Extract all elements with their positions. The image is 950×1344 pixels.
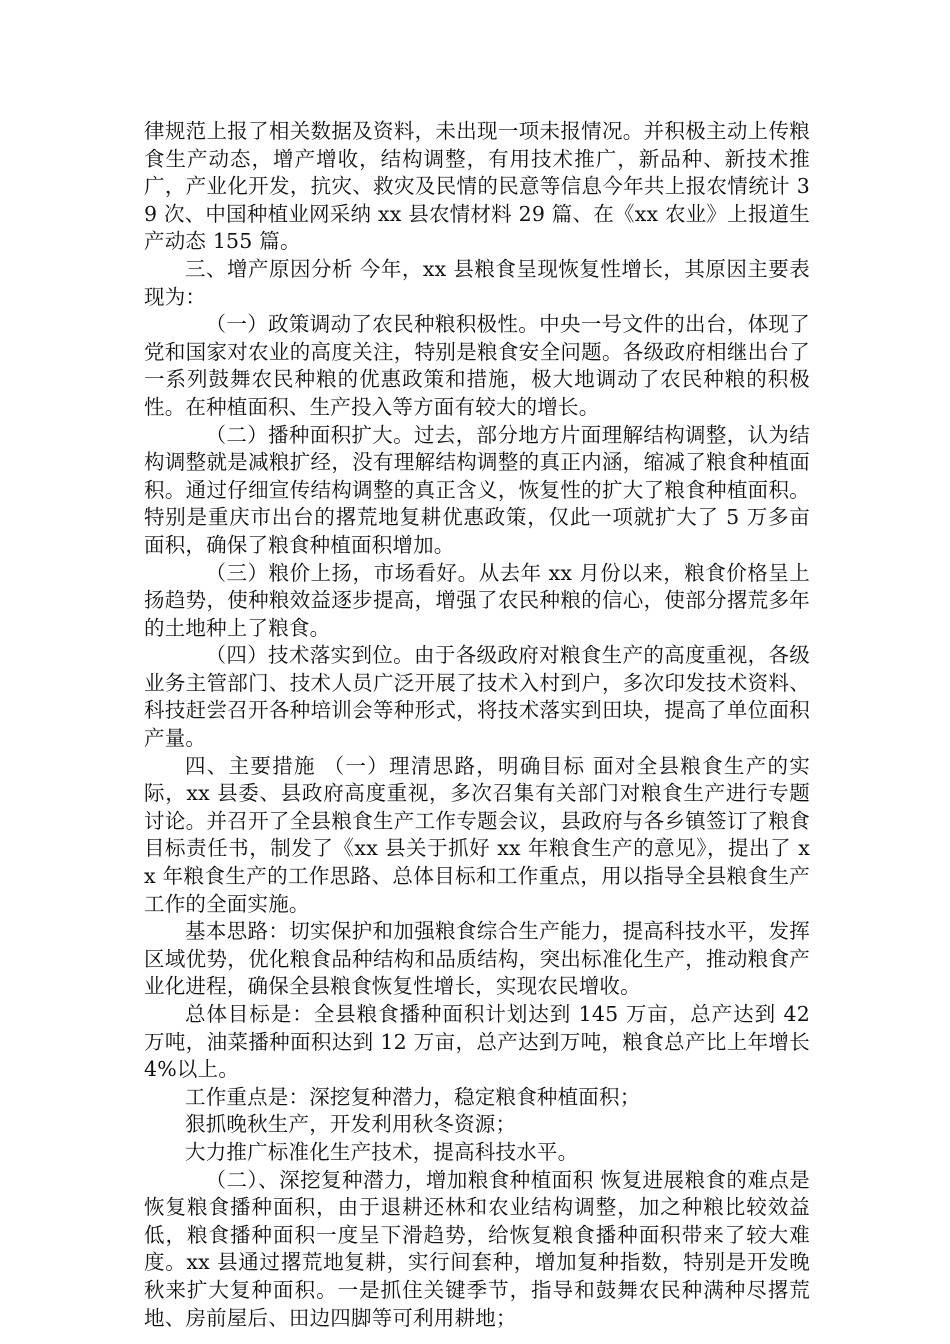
paragraph-grain-price: （三）粮价上扬，市场看好。从去年 xx 月份以来，粮食价格呈上扬趋势，使种粮效益逐步提高，增强了农民种粮的信心，使部分撂荒多年的土地种上了粮食。 [144,560,810,640]
paragraph-report-continuation: 律规范上报了相关数据及资料，未出现一项未报情况。并积极主动上传粮食生产动态，增产增收，结构调整，有用技术推广，新品种、新技术推广，产业化开发，抗灾、救灾及民情的民意等信息今年共上报农情统计 39 次、中国种植业网采纳 xx 县农情材料 29 篇、在《xx 农业》上报道生产动态 155 篇。 [144,119,810,254]
paragraph-section-four-heading: 四、主要措施 （一）理清思路，明确目标 面对全县粮食生产的实际，xx 县委、县政府高度重视，多次召集有关部门对粮食生产进行专题讨论。并召开了全县粮食生产工作专题会议，县政府与各乡镇签订了粮食目标责任书，制发了《xx 县关于抓好 xx 年粮食生产的意见》，提出了 xx 年粮食生产的工作思路、总体目标和工作重点，用以指导全县粮食生产工作的全面实施。 [144,753,810,916]
paragraph-section-three-heading: 三、增产原因分析 今年，xx 县粮食呈现恢复性增长，其原因主要表现为： [144,256,810,309]
paragraph-overall-goal: 总体目标是：全县粮食播种面积计划达到 145 万亩，总产达到 42 万吨，油菜播种面积达到 12 万亩，总产达到万吨，粮食总产比上年增长 4%以上。 [144,1002,810,1082]
document-page [144,118,810,1332]
paragraph-standardization: 大力推广标准化生产技术，提高科技水平。 [185,1139,579,1164]
paragraph-technology: （四）技术落实到位。由于各级政府对粮食生产的高度重视，各级业务主管部门、技术人员广泛开展了技术入村到户，多次印发技术资料、科技赶尝召开各种培训会等种形式，将技术落实到田块，提高了单位面积产量。 [144,643,810,751]
paragraph-planting-area: （二）播种面积扩大。过去，部分地方片面理解结构调整，认为结构调整就是减粮扩经，没有理解结构调整的真正内涵，缩减了粮食种植面积。通过仔细宣传结构调整的真正含义，恢复性的扩大了粮食种植面积。特别是重庆市出台的撂荒地复耕优惠政策，仅此一项就扩大了 5 万多亩面积，确保了粮食种植面积增加。 [144,422,810,557]
paragraph-basic-approach: 基本思路：切实保护和加强粮食综合生产能力，提高科技水平，发挥区域优势，优化粮食品种结构和品质结构，突出标准化生产，推动粮食产业化进程，确保全县粮食恢复性增长，实现农民增收。 [144,919,810,999]
paragraph-policy: （一）政策调动了农民种粮积极性。中央一号文件的出台，体现了党和国家对农业的高度关注，特别是粮食安全问题。各级政府相继出台了一系列鼓舞农民种粮的优惠政策和措施，极大地调动了农民种粮的积极性。在种植面积、生产投入等方面有较大的增长。 [144,312,810,419]
paragraph-work-focus: 工作重点是：深挖复种潜力，稳定粮食种植面积； [185,1084,641,1109]
paragraph-multiple-cropping: （二）、深挖复种潜力，增加粮食种植面积 恢复进展粮食的难点是恢复粮食播种面积，由于退耕还林和农业结构调整，加之种粮比较效益低，粮食播种面积一度呈下滑趋势，给恢复粮食播种面积带来了较大难度。xx 县通过撂荒地复耕，实行间套种，增加复种指数，特别是开发晚秋来扩大复种面积。一是抓住关键季节，指导和鼓舞农民种满种尽撂荒地、房前屋后、田边四脚等可利用耕地； [144,1167,810,1330]
paragraph-late-autumn: 狠抓晚秋生产，开发利用秋冬资源； [185,1112,517,1137]
